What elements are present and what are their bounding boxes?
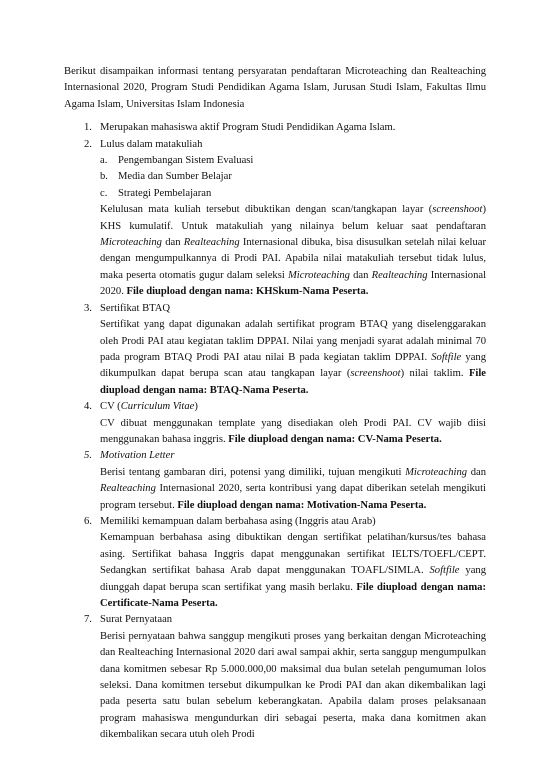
upload-filename-note: File diupload dengan nama: Certificate-Nama Peserta. <box>100 581 486 609</box>
requirement-item-5 <box>64 448 486 514</box>
course-list <box>100 153 486 202</box>
item-number: 5. <box>84 450 92 462</box>
upload-filename-note: File diupload dengan nama: BTAQ-Nama Peserta. <box>100 368 486 396</box>
upload-filename-note: File diupload dengan nama: KHSkum-Nama Peserta. <box>126 286 369 298</box>
item-number: 7. <box>84 614 92 626</box>
requirement-item-7 <box>64 612 486 743</box>
course-letter: b. <box>100 171 108 183</box>
requirement-item-3 <box>64 301 486 399</box>
item-description: Sertifikat yang dapat digunakan adalah sertifikat program BTAQ yang diselenggarakan oleh Prodi PAI atau kegiatan taklim DPPAI. Nilai yang menjadi syarat adalah minimal 70 pada program BTAQ Prodi PAI atau nilai B pada kegiatan taklim DPPAI. Softfile yang dikumpulkan dapat berupa scan atau tangkapan layar (screenshoot) nilai taklim. File diupload dengan nama: BTAQ-Nama Peserta. <box>100 319 486 396</box>
requirement-item-2 <box>64 137 486 301</box>
item-number: 3. <box>84 302 92 314</box>
requirements-list <box>64 120 486 743</box>
course-item <box>100 169 486 185</box>
upload-filename-note: File diupload dengan nama: Motivation-Nama Peserta. <box>177 499 427 511</box>
requirement-item-4 <box>64 399 486 448</box>
requirement-item-6 <box>64 514 486 612</box>
item-description: Kelulusan mata kuliah tersebut dibuktikan dengan scan/tangkapan layar (screenshoot) KHS kumulatif. Untuk matakuliah yang nilainya belum keluar saat pendaftaran Microteaching dan Realteaching Internasional dibuka, bisa disusulkan setelah nilai keluar dengan mengumpulkannya di Prodi PAI. Apabila nilai matakuliah tersebut tidak lulus, maka peserta otomatis gugur dalam seleksi Microteaching dan Realteaching Internasional 2020. File diupload dengan nama: KHSkum-Nama Peserta. <box>100 204 487 298</box>
item-title: Motivation Letter <box>100 450 175 462</box>
upload-filename-note: File diupload dengan nama: CV-Nama Peserta. <box>228 433 442 445</box>
item-description: Kemampuan berbahasa asing dibuktikan dengan sertifikat pelatihan/kursus/tes bahasa asing. Sertifikat bahasa Inggris dapat menggunakan sertifikat IELTS/TOEFL/CEPT. Sedangkan sertifikat bahasa Arab dapat menggunakan TOAFL/SIMLA. Softfile yang diunggah dapat berupa scan sertifikat yang masih berlaku. File diupload dengan nama: Certificate-Nama Peserta. <box>100 532 486 609</box>
item-title: Merupakan mahasiswa aktif Program Studi Pendidikan Agama Islam. <box>100 122 396 134</box>
item-title: Sertifikat BTAQ <box>100 302 171 314</box>
course-item <box>100 186 486 202</box>
course-name: Media dan Sumber Belajar <box>118 171 232 183</box>
item-description: CV dibuat menggunakan template yang disediakan oleh Prodi PAI. CV wajib diisi menggunakan bahasa inggris. File diupload dengan nama: CV-Nama Peserta. <box>100 417 486 445</box>
requirement-item-1 <box>64 120 486 136</box>
item-number: 1. <box>84 122 92 134</box>
course-letter: c. <box>100 187 108 199</box>
course-letter: a. <box>100 155 108 167</box>
item-title: CV (Curriculum Vitae) <box>100 401 198 413</box>
item-title: Surat Pernyataan <box>100 614 173 626</box>
course-name: Pengembangan Sistem Evaluasi <box>118 155 254 167</box>
item-description: Berisi tentang gambaran diri, potensi yang dimiliki, tujuan mengikuti Microteaching dan Realteaching Internasional 2020, serta kontribusi yang dapat diberikan setelah mengikuti program tersebut. File diupload dengan nama: Motivation-Nama Peserta. <box>100 466 487 511</box>
course-name: Strategi Pembelajaran <box>118 187 212 199</box>
item-number: 6. <box>84 515 92 527</box>
item-number: 2. <box>84 138 92 150</box>
course-item <box>100 153 486 169</box>
item-description: Berisi pernyataan bahwa sanggup mengikuti proses yang berkaitan dengan Microteaching dan Realteaching Internasional 2020 dari awal sampai akhir, serta sanggup mengumpulkan dana komitmen sebesar Rp 5.000.000,00 maksimal dua bulan setelah pengumuman lolos seleksi. Dana komitmen tersebut dikumpulkan ke Prodi PAI dan akan dikembalikan lagi pada peserta satu bulan sebelum keberangkatan. Apabila dalam proses pelaksanaan program mahasiswa mengundurkan diri sebagai peserta, maka dana komitmen akan dikembalikan secara utuh oleh Prodi <box>100 630 486 741</box>
item-title: Lulus dalam matakuliah <box>100 138 203 150</box>
item-number: 4. <box>84 401 92 413</box>
intro-paragraph: Berikut disampaikan informasi tentang persyaratan pendaftaran Microteaching dan Realteaching Internasional 2020, Program Studi Pendidikan Agama Islam, Jurusan Studi Islam, Fakultas Ilmu Agama Islam, Universitas Islam Indonesia <box>64 66 486 110</box>
item-title: Memiliki kemampuan dalam berbahasa asing (Inggris atau Arab) <box>100 515 376 527</box>
